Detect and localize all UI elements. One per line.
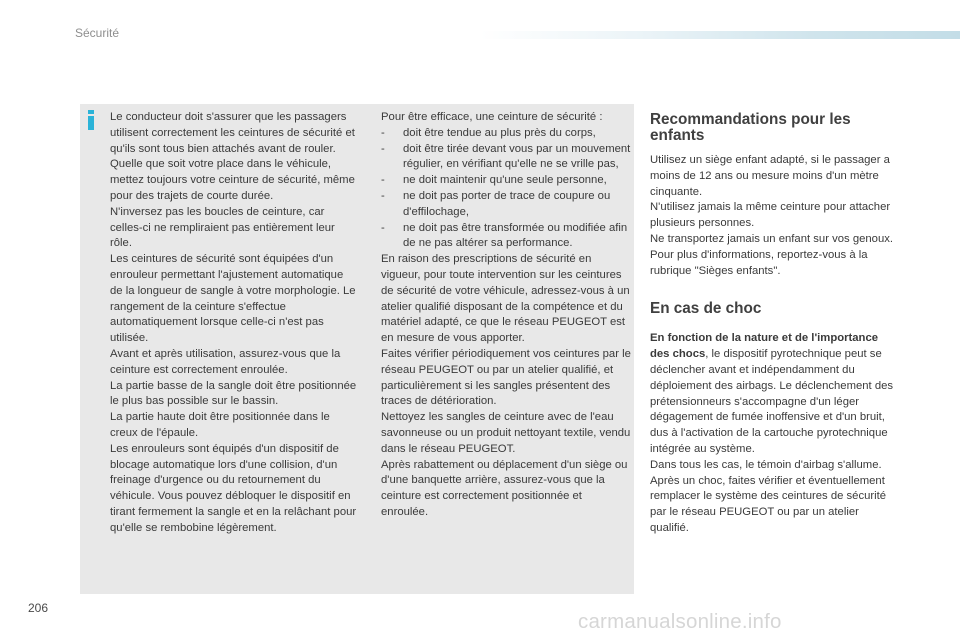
- paragraph: Le conducteur doit s'assurer que les passagers utilisent correctement les ceintures de sécurité et qu'ils sont tous bien attachés avant de rouler.: [110, 111, 355, 155]
- paragraph: Nettoyez les sangles de ceinture avec de l'eau savonneuse ou un produit nettoyant textile, vendu dans le réseau PEUGEOT.: [381, 411, 631, 455]
- list-item: [381, 189, 631, 221]
- paragraph: Les enrouleurs sont équipés d'un dispositif de blocage automatique lors d'une collision, d'un freinage d'urgence ou du retournement du véhicule. Vous pouvez débloquer le dispositif en tirant fermement la sangle et en la relâchant pour qu'elle se rembobine légèrement.: [110, 442, 357, 534]
- paragraph: Après rabattement ou déplacement d'un siège ou d'une banquette arrière, assurez-vous que la ceinture est correctement positionnée et enroulée.: [381, 458, 628, 518]
- paragraph: Après un choc, faites vérifier et éventuellement remplacer le système des ceintures de sécurité par le réseau PEUGEOT ou par un atelier qualifié.: [650, 474, 887, 534]
- list-dash: -: [381, 221, 385, 234]
- paragraph: Utilisez un siège enfant adapté, si le passager a moins de 12 ans ou mesure moins d'un mètre cinquante.: [650, 154, 890, 198]
- paragraph: N'utilisez jamais la même ceinture pour attacher plusieurs personnes.: [650, 201, 891, 230]
- heading-crash: En cas de choc: [650, 300, 762, 318]
- side-column: [650, 110, 900, 537]
- crash-section-body: [650, 331, 900, 536]
- list-item-text: ne doit maintenir qu'une seule personne,: [403, 174, 607, 187]
- paragraph: La partie basse de la sangle doit être positionnée le plus bas possible sur le bassin.: [110, 379, 357, 408]
- panel-column-left: [110, 110, 358, 537]
- list-dash: -: [381, 126, 385, 139]
- paragraph: Dans tous les cas, le témoin d'airbag s'allume.: [650, 458, 882, 471]
- paragraph: En raison des prescriptions de sécurité en vigueur, pour toute intervention sur les ceintures de sécurité de votre véhicule, adressez-vous à un atelier qualifié disposant de la compétence et du matériel adapté, ce que le réseau PEUGEOT est en mesure de vous apporter.: [381, 253, 630, 345]
- heading-children-recommendations: Recommandations pour les enfants: [650, 111, 851, 144]
- list-dash: -: [381, 142, 385, 155]
- paragraph: Faites vérifier périodiquement vos ceintures par le réseau PEUGEOT ou par un atelier qualifié, et particulièrement si les sangles présentent des traces de détérioration.: [381, 347, 631, 408]
- paragraph: N'inversez pas les boucles de ceinture, car celles-ci ne rempliraient pas entièrement leur rôle.: [110, 205, 335, 250]
- list-item: [381, 221, 631, 253]
- panel-column-right: [381, 110, 631, 521]
- list-item-text: doit être tirée devant vous par un mouvement régulier, en vérifiant qu'elle ne se vrille pas,: [403, 142, 631, 171]
- bold-lead: En fonction de la nature et de l'importance des chocs: [650, 332, 879, 361]
- section-title: Sécurité: [75, 26, 120, 40]
- paragraph: Pour plus d'informations, reportez-vous à la rubrique "Sièges enfants".: [650, 248, 868, 277]
- list-item-text: doit être tendue au plus près du corps,: [403, 126, 596, 139]
- list-dash: -: [381, 174, 385, 187]
- list-item: [381, 142, 631, 174]
- paragraph: [650, 331, 900, 457]
- list-item-text: ne doit pas porter de trace de coupure ou d'effilochage,: [403, 189, 611, 218]
- info-icon: [86, 110, 96, 130]
- paragraph-rest: , le dispositif pyrotechnique peut se déclencher avant et indépendamment du déploiement des airbags. Le déclenchement des prétensionneurs s'accompagne d'un léger dégagement de fumée inoffensive et d'un bruit, dus à l'activation de la cartouche pyrotechnique intégrée au système.: [650, 348, 894, 455]
- paragraph: Les ceintures de sécurité sont équipées d'un enrouleur permettant l'ajustement automatique de la longueur de sangle à votre morphologie. Le rangement de la ceinture s'effectue automatiquement lorsque celle-ci n'est pas utilisée.: [110, 253, 356, 345]
- list-item: [381, 173, 631, 189]
- list-item: [381, 126, 631, 142]
- children-section-body: [650, 153, 900, 279]
- paragraph: La partie haute doit être positionnée dans le creux de l'épaule.: [110, 411, 330, 439]
- page-number: 206: [28, 601, 49, 615]
- list-intro: Pour être efficace, une ceinture de sécurité :: [381, 111, 603, 123]
- list-dash: -: [381, 189, 385, 202]
- list-item-text: ne doit pas être transformée ou modifiée afin de ne pas altérer sa performance.: [403, 221, 628, 250]
- paragraph: Ne transportez jamais un enfant sur vos genoux.: [650, 232, 894, 245]
- paragraph: Avant et après utilisation, assurez-vous que la ceinture est correctement enroulée.: [110, 347, 341, 376]
- watermark-logo: carmanualsonline.info: [578, 610, 782, 633]
- paragraph: Quelle que soit votre place dans le véhicule, mettez toujours votre ceinture de sécurité, même pour des trajets de courte durée.: [110, 158, 355, 202]
- header-accent-bar: [480, 31, 960, 39]
